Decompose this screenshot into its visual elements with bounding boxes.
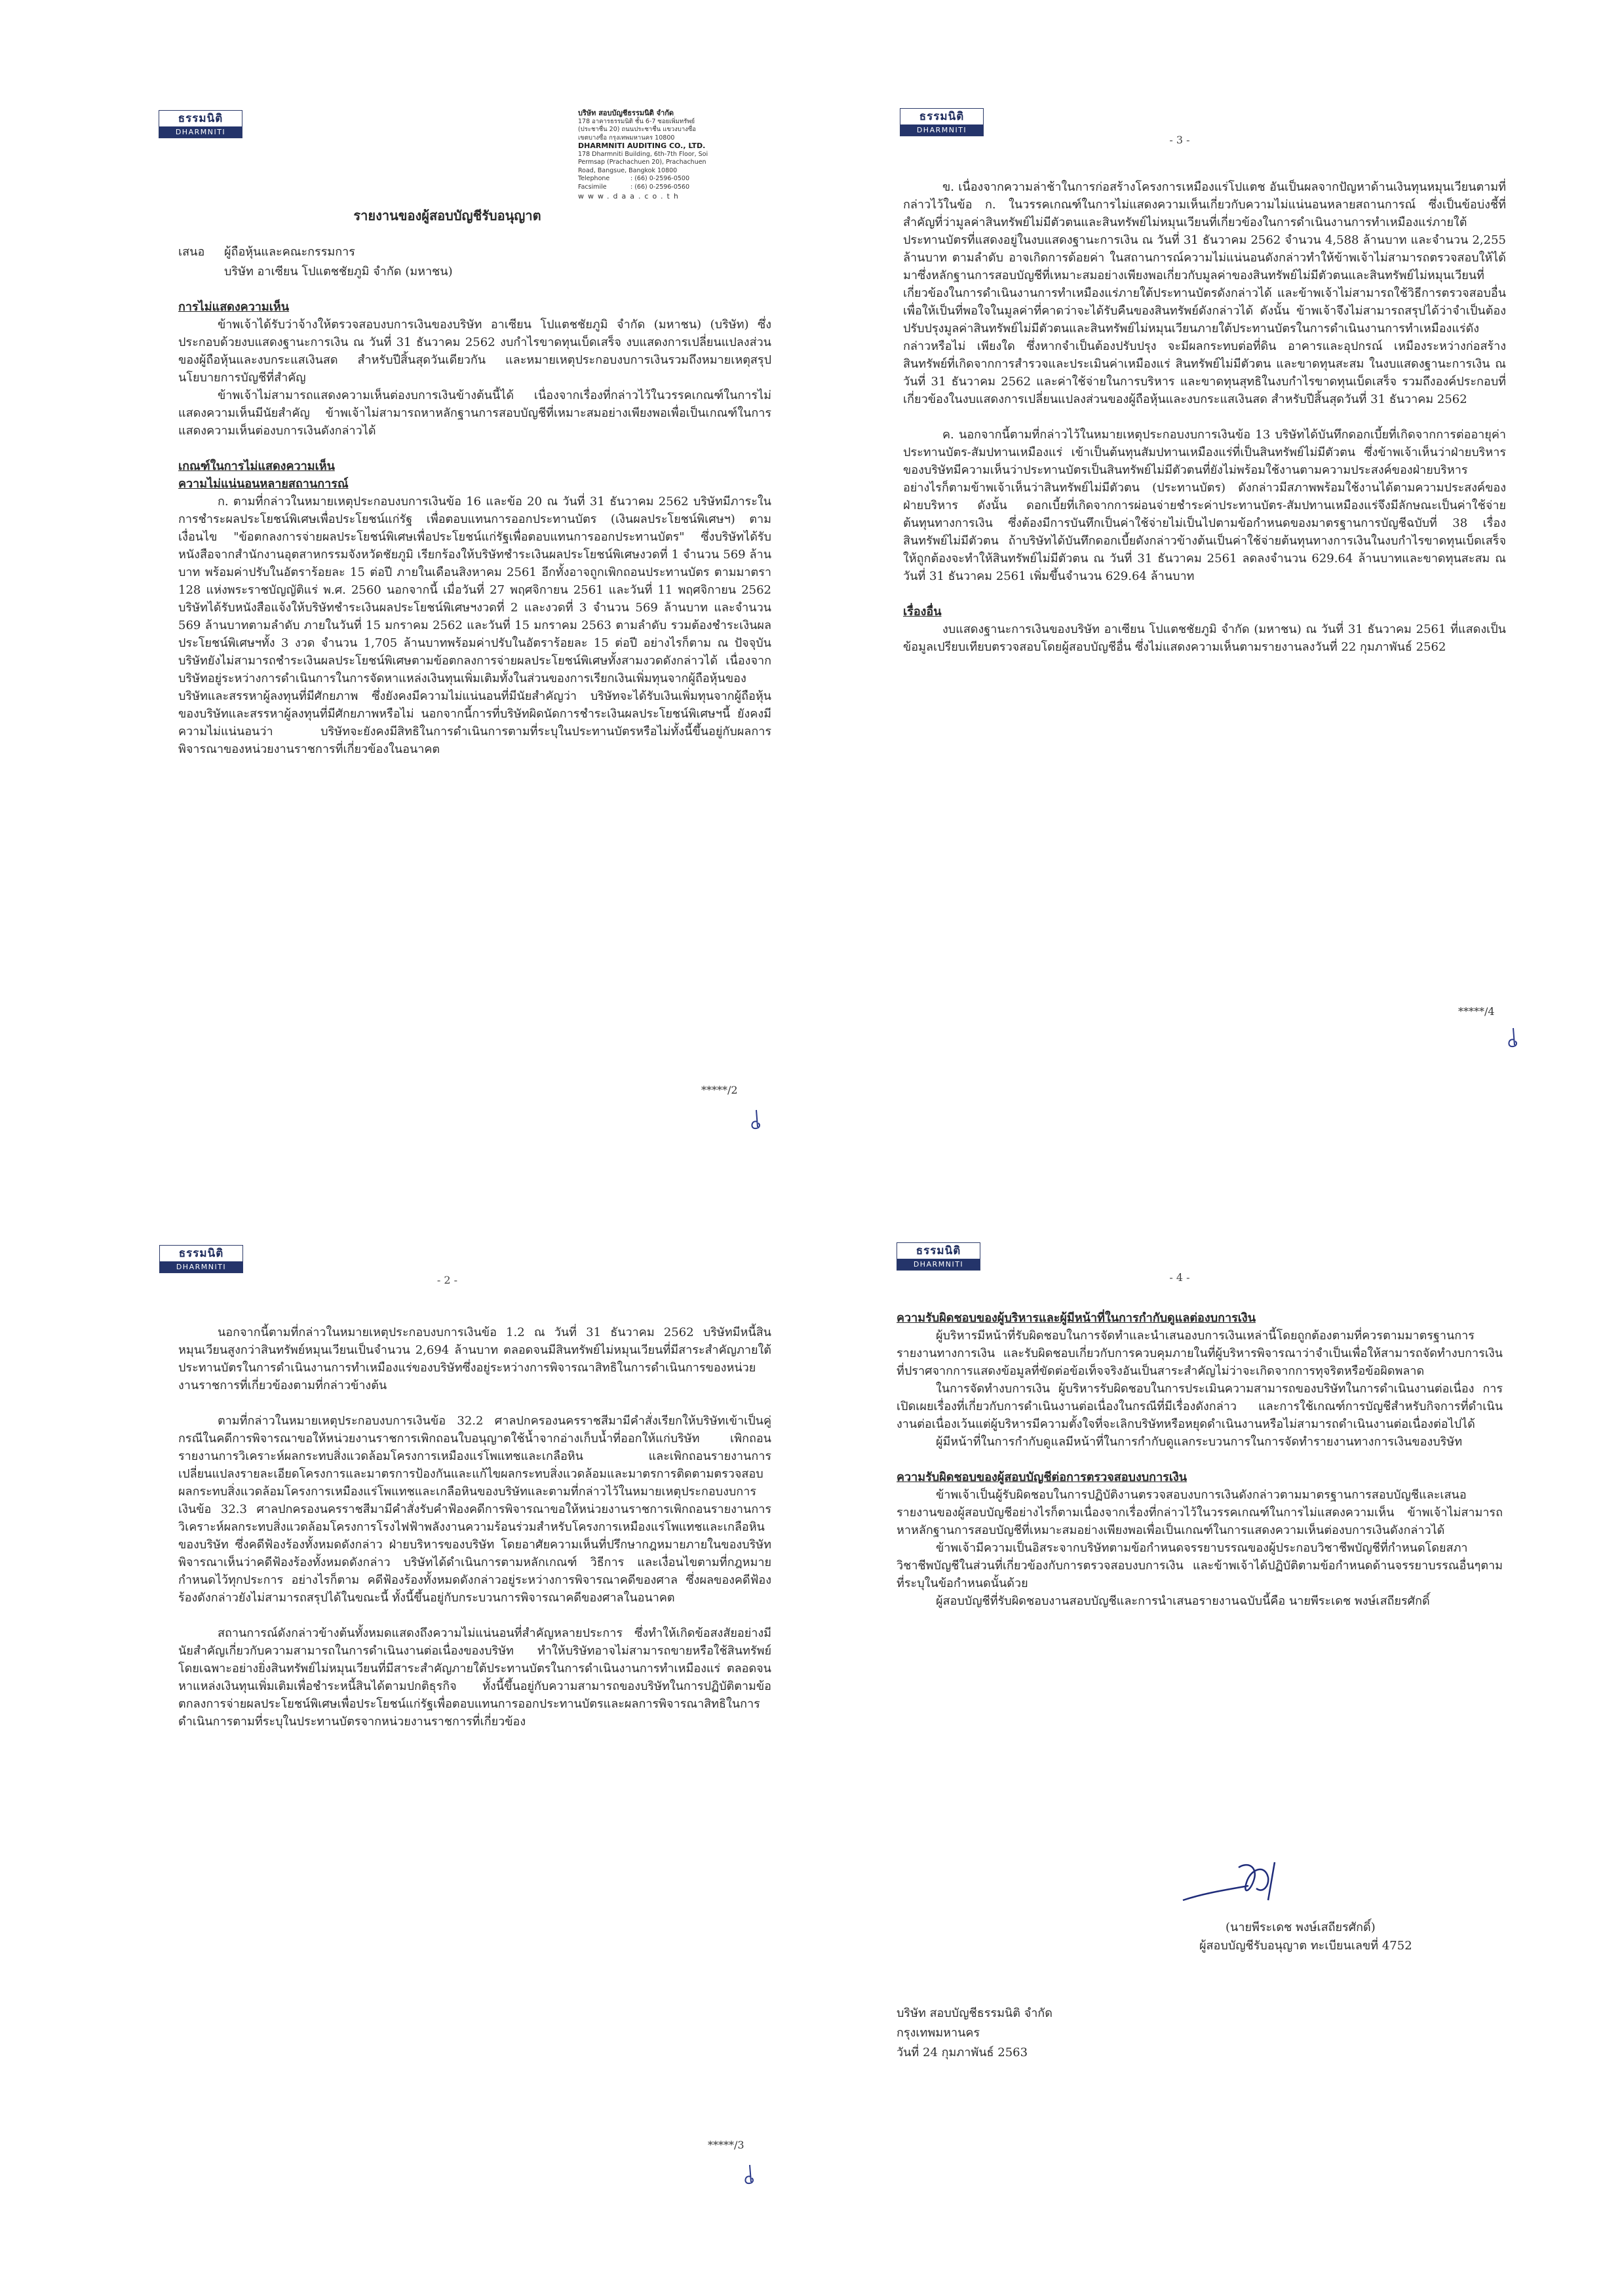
- letterhead-english-address-3: Road, Bangsue, Bangkok 10800: [578, 166, 678, 174]
- logo-thai-text: ธรรมนิติ: [160, 1246, 242, 1261]
- addressee-row-2: [178, 262, 453, 282]
- letterhead-english-address-2: Permsap (Prachachuen 20), Prachachuen: [578, 159, 706, 166]
- logo-english-text: DHARMNITI: [900, 124, 983, 136]
- continuation-marker: *****/2: [701, 1084, 738, 1096]
- letterhead-thai-address-2: (ประชาชื่น 20) ถนนประชาชื่น แขวงบางซื่อ: [578, 126, 696, 133]
- page-number: - 4 -: [1169, 1271, 1190, 1284]
- paragraph: สถานการณ์ดังกล่าวข้างต้นทั้งหมดแสดงถึงความไม่แน่นอนที่สำคัญหลายประการ ซึ่งทำให้เกิดข้อสงสัยอย่างมีนัยสำคัญเกี่ยวกับความสามารถในการดำเนินงานต่อเนื่องของบริษัท ทำให้บริษัทอาจไม่สามารถขายหรือใช้สินทรัพย์โดยเฉพาะอย่างยิ่งสินทรัพย์ไม่หมุนเวียนที่มีสาระสำคัญภายใต้ประทานบัตรในการดำเนินงานการทำเหมืองแร่ ตลอดจนหาแหล่งเงินทุนเพิ่มเติมเพื่อชำระหนี้สินได้ตามปกติธุรกิจ ทั้งนี้ขึ้นอยู่กับความสามารถของบริษัทในการปฏิบัติตามข้อตกลงการจ่ายผลประโยชน์พิเศษเพื่อประโยชน์แก่รัฐเพื่อตอบแทนการออกประทานบัตรและผลการพิจารณาสิทธิในการดำเนินการตามที่ระบุในประทานบัตรจากหน่วยงานราชการที่เกี่ยวข้อง: [178, 1626, 771, 1729]
- telephone-value: : (66) 0-2596-0500: [630, 175, 689, 182]
- firm-city: กรุงเทพมหานคร: [897, 2026, 980, 2040]
- paragraph: ผู้บริหารมีหน้าที่รับผิดชอบในการจัดทำและนำเสนองบการเงินเหล่านี้โดยถูกต้องตามที่ควรตามมาตรฐานการรายงานทางการเงิน และรับผิดชอบเกี่ยวกับการควบคุมภายในที่ผู้บริหารพิจารณาว่าจำเป็นเพื่อให้สามารถจัดทำงบการเงินที่ปราศจากการแสดงข้อมูลที่ขัดต่อข้อเท็จจริงอันเป็นสาระสำคัญไม่ว่าจะเกิดจากการทุจริตหรือข้อผิดพลาด: [897, 1329, 1503, 1378]
- signer-block: [1199, 1919, 1412, 1955]
- auditor-signature: [1176, 1854, 1307, 1913]
- signer-title: ผู้สอบบัญชีรับอนุญาต ทะเบียนเลขที่ 4752: [1199, 1939, 1412, 1953]
- paragraph: ค. นอกจากนี้ตามที่กล่าวไว้ในหมายเหตุประกอบงบการเงินข้อ 13 บริษัทได้บันทึกดอกเบี้ยที่เกิดจากการต่ออายุค่าประทานบัตร-สัมปทานเหมืองแร่ เข้าเป็นต้นทุนสัมปทานเหมืองแร่ที่เป็นสินทรัพย์ไม่มีตัวตน ซึ่งข้าพเจ้าเห็นว่าฝ่ายบริหารของบริษัทมีความเห็นว่าประทานบัตรเป็นสินทรัพย์ไม่มีตัวตนที่ยังไม่พร้อมใช้งานตามความประสงค์ของฝ่ายบริหาร อย่างไรก็ตามข้าพเจ้าเห็นว่าสินทรัพย์ไม่มีตัวตน (ประทานบัตร) ดังกล่าวมีสภาพพร้อมใช้งานได้ตามความประสงค์ของฝ่ายบริหาร ดังนั้น ดอกเบี้ยที่เกิดจากการผ่อนจ่ายชำระค่าประทานบัตร-สัมปทานเหมืองแร่จึงมีลักษณะเป็นค่าใช้จ่ายต้นทุนทางการเงิน ซึ่งต้องมีการบันทึกเป็นค่าใช้จ่ายไม่เป็นไปตามข้อกำหนดของมาตรฐานการบัญชีฉบับที่ 38 เรื่องสินทรัพย์ไม่มีตัวตน ถ้าบริษัทได้บันทึกดอกเบี้ยดังกล่าวข้างต้นเป็นค่าใช้จ่ายต้นทุนทางการเงินในงบกำไรขาดทุนเบ็ดเสร็จให้ถูกต้องจะทำให้สินทรัพย์ไม่มีตัวตน ณ วันที่ 31 ธันวาคม 2561 ลดลงจำนวน 629.64 ล้านบาทและขาดทุนสะสม ณ วันที่ 31 ธันวาคม 2561 เพิ่มขึ้นจำนวน 629.64 ล้านบาท: [903, 428, 1506, 583]
- facsimile-label: Facsimile: [578, 183, 607, 191]
- paragraph: งบแสดงฐานะการเงินของบริษัท อาเซียน โปแตชชัยภูมิ จำกัด (มหาชน) ณ วันที่ 31 ธันวาคม 2561 ที่แสดงเป็นข้อมูลเปรียบเทียบตรวจสอบโดยผู้สอบบัญชีอื่น ซึ่งไม่แสดงความเห็นตามรายงานลงวันที่ 22 กุมภาพันธ์ 2562: [903, 622, 1506, 654]
- initial-mark: [1504, 1025, 1524, 1052]
- page-1-body: [178, 298, 771, 758]
- subheading-multiple-uncertainties: ความไม่แน่นอนหลายสถานการณ์: [178, 477, 349, 491]
- initial-mark: [747, 1107, 767, 1134]
- logo-english-text: DHARMNITI: [159, 126, 242, 138]
- paragraph: ข้าพเจ้ามีความเป็นอิสระจากบริษัทตามข้อกำหนดจรรยาบรรณของผู้ประกอบวิชาชีพบัญชีที่กำหนดโดยสภาวิชาชีพบัญชีในส่วนที่เกี่ยวข้องกับการตรวจสอบงบการเงิน และข้าพเจ้าได้ปฏิบัติตามข้อกำหนดด้านจรรยาบรรณอื่นๆตามที่ระบุในข้อกำหนดนั้นด้วย: [897, 1541, 1503, 1590]
- dharmniti-logo: [159, 1245, 243, 1273]
- report-date: วันที่ 24 กุมภาพันธ์ 2563: [897, 2046, 1028, 2059]
- logo-thai-text: ธรรมนิติ: [159, 111, 242, 126]
- heading-other-matter: เรื่องอื่น: [903, 605, 942, 619]
- letterhead-address: [578, 109, 775, 201]
- heading-management-responsibility: ความรับผิดชอบของผู้บริหารและผู้มีหน้าที่ในการกำกับดูแลต่องบการเงิน: [897, 1311, 1256, 1325]
- firm-name: บริษัท สอบบัญชีธรรมนิติ จำกัด: [897, 2006, 1052, 2020]
- logo-english-text: DHARMNITI: [160, 1261, 242, 1272]
- telephone-label: Telephone: [578, 175, 610, 182]
- letterhead-thai-address-3: เขตบางซื่อ กรุงเทพมหานคร 10800: [578, 134, 675, 142]
- page-3-body: [903, 178, 1506, 656]
- addressee-label: เสนอ: [178, 245, 205, 259]
- dharmniti-logo: [159, 110, 242, 138]
- paragraph: ข้าพเจ้าได้รับว่าจ้างให้ตรวจสอบงบการเงินของบริษัท อาเซียน โปแตชชัยภูมิ จำกัด (มหาชน) (บริษัท) ซึ่งประกอบด้วยงบแสดงฐานะการเงิน ณ วันที่ 31 ธันวาคม 2562 งบกำไรขาดทุนเบ็ดเสร็จ งบแสดงการเปลี่ยนแปลงส่วนของผู้ถือหุ้นและงบกระแสเงินสด สำหรับปีสิ้นสุดวันเดียวกัน และหมายเหตุประกอบงบการเงินรวมถึงหมายเหตุสรุปนโยบายการบัญชีที่สำคัญ: [178, 318, 771, 385]
- letterhead-thai-name: บริษัท สอบบัญชีธรรมนิติ จำกัด: [578, 109, 674, 117]
- letterhead-english-name: DHARMNITI AUDITING CO., LTD.: [578, 142, 706, 150]
- letterhead-thai-address-1: 178 อาคารธรรมนิติ ชั้น 6-7 ซอยเพิ่มทรัพย์: [578, 117, 695, 125]
- heading-auditor-responsibility: ความรับผิดชอบของผู้สอบบัญชีต่อการตรวจสอบงบการเงิน: [897, 1470, 1188, 1484]
- paragraph: ในการจัดทำงบการเงิน ผู้บริหารรับผิดชอบในการประเมินความสามารถของบริษัทในการดำเนินงานต่อเนื่อง การเปิดเผยเรื่องที่เกี่ยวกับการดำเนินงานต่อเนื่องในกรณีที่มีเรื่องดังกล่าว และการใช้เกณฑ์การบัญชีสำหรับกิจการที่ดำเนินงานต่อเนื่องเว้นแต่ผู้บริหารมีความตั้งใจที่จะเลิกบริษัทหรือหยุดดำเนินงานหรือไม่สามารถดำเนินงานต่อเนื่องต่อไปได้: [897, 1382, 1503, 1431]
- continuation-marker: *****/4: [1458, 1005, 1495, 1018]
- logo-thai-text: ธรรมนิติ: [897, 1243, 980, 1259]
- firm-block: [897, 2004, 1052, 2063]
- letterhead-english-address-1: 178 Dharmniti Building, 6th-7th Floor, Soi: [578, 150, 708, 158]
- facsimile-value: : (66) 0-2596-0560: [630, 183, 689, 191]
- heading-basis-for-disclaimer: เกณฑ์ในการไม่แสดงความเห็น: [178, 459, 335, 473]
- paragraph: ตามที่กล่าวในหมายเหตุประกอบงบการเงินข้อ 32.2 ศาลปกครองนครราชสีมามีคำสั่งเรียกให้บริษัทเข้าเป็นคู่กรณีในคดีการพิจารณาขอให้หน่วยงานราชการเพิกถอนใบอนุญาตใช้น้ำจากอ่างเก็บน้ำที่ออกให้แก่บริษัท เพิกถอนรายงานการวิเคราะห์ผลกระทบสิ่งแวดล้อมโครงการเหมืองแร่โพแทชและเกลือหิน และเพิกถอนรายงานการเปลี่ยนแปลงรายละเอียดโครงการและมาตรการป้องกันและแก้ไขผลกระทบสิ่งแวดล้อมและมาตรการติดตามตรวจสอบผลกระทบสิ่งแวดล้อมโครงการเหมืองแร่โพแทชและเกลือหินของบริษัทและตามที่กล่าวไว้ในหมายเหตุประกอบงบการเงินข้อ 32.3 ศาลปกครองนครราชสีมามีคำสั่งรับคำฟ้องคดีการพิจารณาขอให้หน่วยงานราชการเพิกถอนรายงานการวิเคราะห์ผลกระทบสิ่งแวดล้อมโครงการโรงไฟฟ้าพลังงานความร้อนร่วมสำหรับโครงการเหมืองแร่โพแทชและเกลือหินของบริษัท ซึ่งคดีฟ้องร้องทั้งหมดดังกล่าว ฝ่ายบริหารของบริษัท โดยอาศัยความเห็นที่ปรึกษากฎหมายภายในของบริษัท พิจารณาเห็นว่าคดีฟ้องร้องทั้งหมดดังกล่าว บริษัทได้ดำเนินการตามหลักเกณฑ์ วิธีการ และเงื่อนไขตามที่กฎหมายกำหนดไว้ทุกประการ อย่างไรก็ตาม คดีฟ้องร้องทั้งหมดดังกล่าวอยู่ระหว่างการพิจารณาคดีของศาล ซึ่งผลของคดีฟ้องร้องดังกล่าวยังไม่สามารถสรุปได้ในขณะนี้ ทั้งนี้ขึ้นอยู่กับกระบวนการพิจารณาคดีของศาลในอนาคต: [178, 1414, 771, 1605]
- report-page-3: [822, 33, 1537, 1101]
- continuation-marker: *****/3: [708, 2139, 744, 2151]
- addressee-block: [178, 242, 453, 282]
- signer-name: (นายพีระเดช พงษ์เสถียรศักดิ์): [1226, 1921, 1376, 1934]
- paragraph: ก. ตามที่กล่าวในหมายเหตุประกอบงบการเงินข้อ 16 และข้อ 20 ณ วันที่ 31 ธันวาคม 2562 บริษัทมีภาระในการชำระผลประโยชน์พิเศษเพื่อประโยชน์แก่รัฐ เพื่อตอบแทนการออกประทานบัตร (เงินผลประโยชน์พิเศษฯ) ตามเงื่อนไข "ข้อตกลงการจ่ายผลประโยชน์พิเศษเพื่อประโยชน์แก่รัฐเพื่อตอบแทนการออกประทานบัตร" ซึ่งบริษัทได้รับหนังสือจากสำนักงานอุตสาหกรรมจังหวัดชัยภูมิ เรียกร้องให้บริษัทชำระเงินผลประโยชน์พิเศษงวดที่ 1 จำนวน 569 ล้านบาท พร้อมค่าปรับในอัตราร้อยละ 15 ต่อปี ภายในเดือนสิงหาคม 2561 อีกทั้งอาจถูกเพิกถอนประทานบัตร ตามมาตรา 128 แห่งพระราชบัญญัติแร่ พ.ศ. 2560 นอกจากนี้ เมื่อวันที่ 27 พฤศจิกายน 2561 และวันที่ 11 พฤศจิกายน 2562 บริษัทได้รับหนังสือแจ้งให้บริษัทชำระเงินผลประโยชน์พิเศษฯงวดที่ 2 และงวดที่ 3 จำนวน 569 ล้านบาท และจำนวน 569 ล้านบาทตามลำดับ ภายในวันที่ 15 มกราคม 2562 และวันที่ 15 มกราคม 2563 ตามลำดับ รวมต้องชำระเงินผลประโยชน์พิเศษฯทั้ง 3 งวด จำนวน 1,705 ล้านบาทพร้อมค่าปรับในอัตราร้อยละ 15 ต่อปี อย่างไรก็ตาม ณ ปัจจุบันบริษัทยังไม่สามารถชำระเงินผลประโยชน์พิเศษตามข้อตกลงการจ่ายผลประโยชน์พิเศษทั้งสามงวดดังกล่าวได้ เนื่องจากบริษัทอยู่ระหว่างการดำเนินการในการจัดหาแหล่งเงินทุนเพิ่มเติมทั้งในส่วนของการเรียกเงินเพิ่มทุนจากผู้ถือหุ้นของบริษัทและสรรหาผู้ลงทุนที่มีศักยภาพ ซึ่งยังคงมีความไม่แน่นอนที่มีนัยสำคัญว่า บริษัทจะได้รับเงินเพิ่มทุนจากผู้ถือหุ้นของบริษัทและสรรหาผู้ลงทุนที่มีศักยภาพหรือไม่ นอกจากนี้การที่บริษัทผิดนัดการชำระเงินผลประโยชน์พิเศษฯนี้ ยังคงมีความไม่แน่นอนว่า บริษัทจะยังคงมีสิทธิในการดำเนินการตามที่ระบุในประทานบัตรหรือไม่ทั้งนี้ขึ้นอยู่กับผลการพิจารณาของหน่วยงานราชการที่เกี่ยวข้องในอนาคต: [178, 495, 771, 756]
- paragraph: ข. เนื่องจากความล่าช้าในการก่อสร้างโครงการเหมืองแร่โปแตช อันเป็นผลจากปัญหาด้านเงินทุนหมุนเวียนตามที่กล่าวไว้ในข้อ ก. ในวรรคเกณฑ์ในการไม่แสดงความเห็นเกี่ยวกับความไม่แน่นอนหลายสถานการณ์ ซึ่งเป็นข้อบ่งชี้ที่สำคัญที่ว่ามูลค่าสินทรัพย์ไม่มีตัวตนและสินทรัพย์ไม่หมุนเวียนที่เกี่ยวข้องในการดำเนินงานการทำเหมืองแร่ภายใต้ประทานบัตรที่แสดงอยู่ในงบแสดงฐานะการเงิน ณ วันที่ 31 ธันวาคม 2562 จำนวน 4,588 ล้านบาท และจำนวน 2,255 ล้านบาท ตามลำดับ อาจเกิดการด้อยค่า ในสถานการณ์ความไม่แน่นอนดังกล่าวทำให้ข้าพเจ้าไม่สามารถตรวจสอบให้ได้มาซึ่งหลักฐานการสอบบัญชีที่เหมาะสมอย่างเพียงพอเกี่ยวกับมูลค่าของสินทรัพย์ไม่มีตัวตนและสินทรัพย์ไม่หมุนเวียนที่เกี่ยวข้องในการดำเนินงานการทำเหมืองแร่ภายใต้ประทานบัตรดังกล่าวได้ และข้าพเจ้าไม่สามารถใช้วิธีการตรวจสอบอื่นเพื่อให้เป็นที่พอใจในมูลค่าที่คาดว่าจะได้รับคืนของสินทรัพย์ดังกล่าวได้ ดังนั้น ข้าพเจ้าจึงไม่สามารถสรุปได้ว่าจำเป็นต้องปรับปรุงมูลค่าสินทรัพย์ไม่มีตัวตนและสินทรัพย์ไม่หมุนเวียนภายใต้ประทานบัตรในการดำเนินงานการทำเหมืองแร่ดังกล่าวหรือไม่ เพียงใด ซึ่งหากจำเป็นต้องปรับปรุง จะมีผลกระทบต่อที่ดิน อาคารและอุปกรณ์ เหมืองระหว่างก่อสร้าง สินทรัพย์ที่เกิดจากการสำรวจและประเมินค่าเหมืองแร่ สินทรัพย์ไม่มีตัวตน และขาดทุนสะสม ในงบแสดงฐานะการเงิน ณ วันที่ 31 ธันวาคม 2562 และค่าใช้จ่ายในการบริหาร และขาดทุนสุทธิในงบกำไรขาดทุนเบ็ดเสร็จ รวมถึงองค์ประกอบที่เกี่ยวข้องในงบแสดงการเปลี่ยนแปลงส่วนของผู้ถือหุ้นและงบกระแสเงินสด สำหรับปีสิ้นสุดวันที่ 31 ธันวาคม 2562: [903, 180, 1506, 406]
- letterhead-facsimile: [578, 183, 775, 192]
- letterhead-telephone: [578, 175, 775, 183]
- page-number: - 2 -: [436, 1274, 458, 1286]
- logo-thai-text: ธรรมนิติ: [900, 109, 983, 124]
- logo-english-text: DHARMNITI: [897, 1259, 980, 1270]
- report-title: รายงานของผู้สอบบัญชีรับอนุญาต: [353, 208, 541, 223]
- addressee-line-1: ผู้ถือหุ้นและคณะกรรมการ: [224, 245, 355, 259]
- paragraph: นอกจากนี้ตามที่กล่าวในหมายเหตุประกอบงบการเงินข้อ 1.2 ณ วันที่ 31 ธันวาคม 2562 บริษัทมีหนี้สินหมุนเวียนสูงกว่าสินทรัพย์หมุนเวียนเป็นจำนวน 2,694 ล้านบาท ตลอดจนมีสินทรัพย์ไม่หมุนเวียนที่มีสาระสำคัญภายใต้ประทานบัตรในการดำเนินงานการทำเหมืองแร่ของบริษัทซึ่งอยู่ระหว่างการพิจารณาสิทธิในการดำเนินการของหน่วยงานราชการที่เกี่ยวข้องตามที่กล่าวข้างต้น: [178, 1326, 771, 1392]
- initial-mark: [741, 2162, 760, 2189]
- paragraph: ผู้สอบบัญชีที่รับผิดชอบงานสอบบัญชีและการนำเสนอรายงานฉบับนี้คือ นายพีระเดช พงษ์เสถียรศักดิ์: [936, 1594, 1430, 1608]
- page-4-body: [897, 1309, 1503, 1610]
- letterhead-website: www.daa.co.th: [578, 192, 682, 201]
- paragraph: ข้าพเจ้าเป็นผู้รับผิดชอบในการปฏิบัติงานตรวจสอบงบการเงินดังกล่าวตามมาตรฐานการสอบบัญชีและเสนอรายงานของผู้สอบบัญชีอย่างไรก็ตามเนื่องจากเรื่องที่กล่าวไว้ในวรรคเกณฑ์ในการไม่แสดงความเห็น ข้าพเจ้าไม่สามารถหาหลักฐานการสอบบัญชีที่เหมาะสมอย่างเพียงพอเพื่อเป็นเกณฑ์ในการแสดงความเห็นต่องบการเงินดังกล่าวได้: [897, 1488, 1503, 1537]
- paragraph: ผู้มีหน้าที่ในการกำกับดูแลมีหน้าที่ในการกำกับดูแลกระบวนการในการจัดทำรายงานทางการเงินของบริษัท: [936, 1435, 1463, 1449]
- report-page-1: [98, 33, 796, 1166]
- heading-disclaimer-of-opinion: การไม่แสดงความเห็น: [178, 300, 290, 314]
- report-page-2: [98, 1179, 796, 2261]
- page-2-body: [178, 1324, 771, 1731]
- report-page-4: [822, 1160, 1537, 2261]
- dharmniti-logo: [897, 1242, 980, 1271]
- addressee-line-2: บริษัท อาเซียน โปแตชชัยภูมิ จำกัด (มหาชน): [224, 265, 453, 278]
- addressee-row-1: [178, 242, 453, 262]
- paragraph: ข้าพเจ้าไม่สามารถแสดงความเห็นต่องบการเงินข้างต้นนี้ได้ เนื่องจากเรื่องที่กล่าวไว้ในวรรคเกณฑ์ในการไม่แสดงความเห็นมีนัยสำคัญ ข้าพเจ้าไม่สามารถหาหลักฐานการสอบบัญชีที่เหมาะสมอย่างเพียงพอเพื่อเป็นเกณฑ์ในการแสดงความเห็นต่องบการเงินดังกล่าวได้: [178, 389, 771, 438]
- page-number: - 3 -: [1169, 134, 1190, 146]
